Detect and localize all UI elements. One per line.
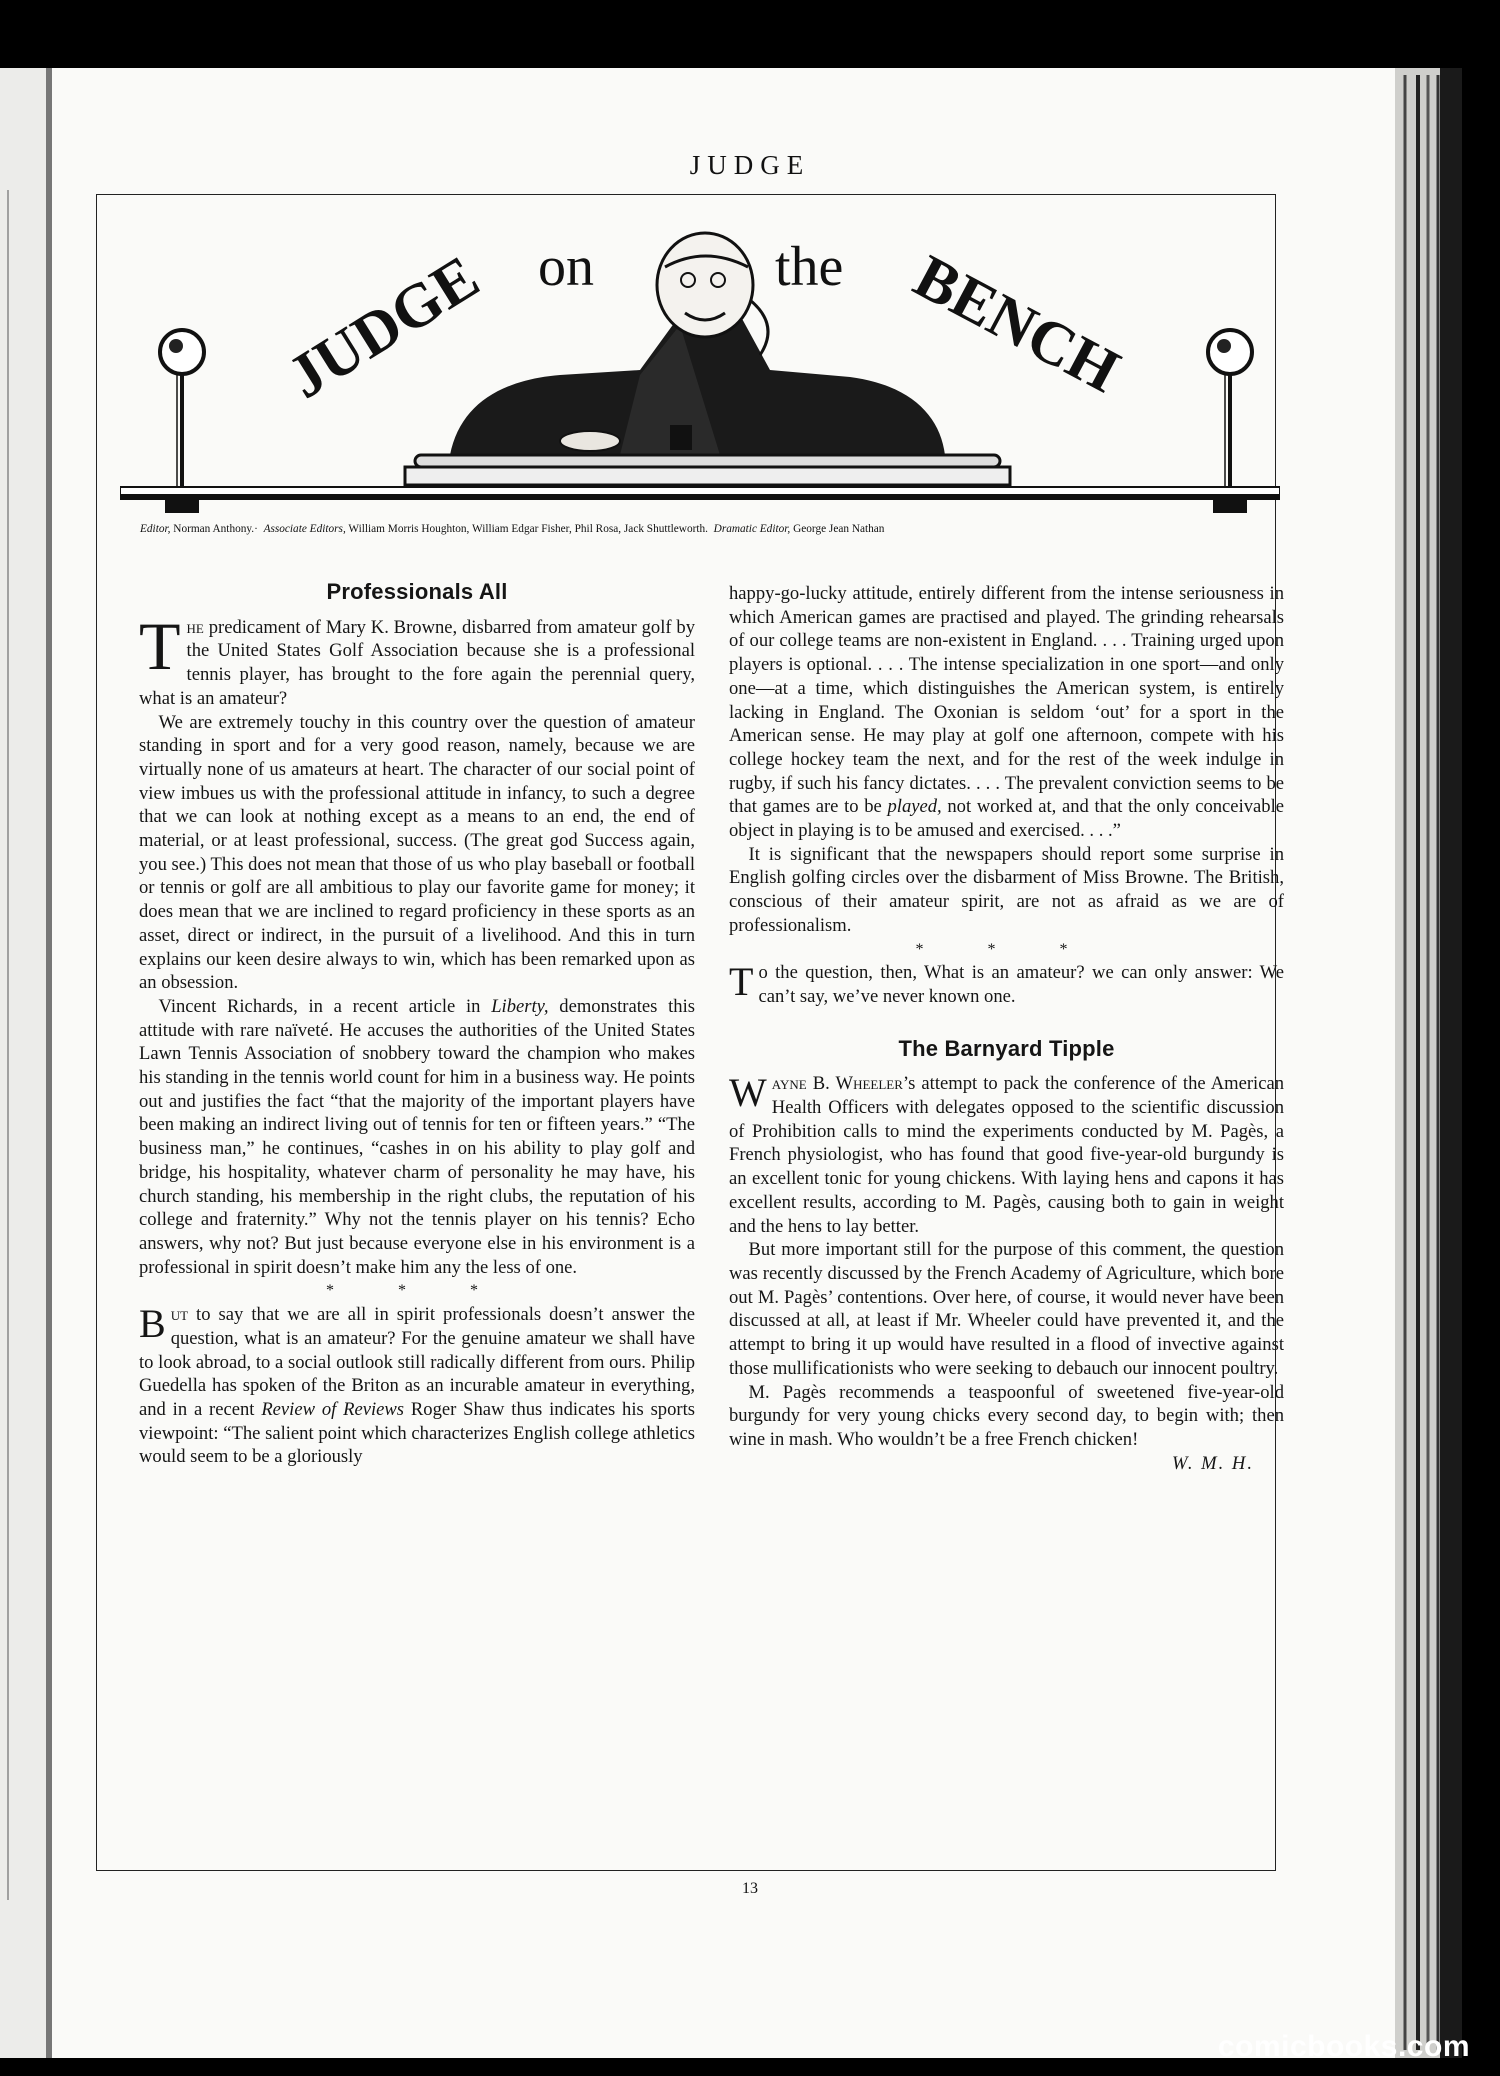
paragraph: We are extremely touchy in this country over the question of amateur standing in sport and for a very good reason, namely, because we are virtually none of us amateurs at heart. The character of our social point of view imbues us with the professional attitude in infancy, to such a degree that we can look at nothing except as a means to an end, the end of material, or at least professional, success. (The great god Success again, you see.) This does not mean that those of us who play baseball or football or tennis or golf are all ambitious to play our favorite game for money; it does mean that we are inclined to regard proficiency in these sports as an asset, direct or indirect, in the pursuit of a livelihood. And this in turn explains our keen desire always to win, which has been remarked upon as an obsession. [139,711,695,994]
paragraph-text: not worked at, and that the only conceivable object in playing is to be amused and exercised. . . .” [729,796,1284,842]
right-lamp-icon [1208,330,1252,513]
title-word-on: on [538,236,594,298]
italic-title: Liberty, [491,995,549,1017]
bench-illustration [120,455,1280,497]
paragraph [139,1303,695,1469]
section-separator: * * * [326,1282,508,1300]
article-heading-barnyard-tipple: The Barnyard Tipple [898,1035,1115,1061]
judge-figure-illustration [450,233,945,455]
associate-editors-names: William Morris Houghton, William Edgar Fisher, Phil Rosa, Jack Shuttleworth. [348,523,708,535]
article-heading-professionals-all: Professionals All [326,579,508,604]
left-lamp-icon [160,330,204,513]
header-illustration [120,205,1280,530]
italic-title: Review of Reviews [261,1398,405,1420]
paragraph-text: to say that we are all in spirit professionals doesn’t answer the question, what is an amateur? For the genuine amateur we shall have to look abroad, to a social outlook still radically different from ours. Philip Guedella has spoken of the Briton as an incurable amateur in everything, and in a recent [139,1304,695,1420]
paragraph: But more important still for the purpose of this comment, the question was recently discussed by the French Academy of Agriculture, which bore out M. Pagès’ contentions. Over here, of course, it would never have been discussed at all, at least if Mr. Wheeler could have prevented it, and the attempt to bring it up would have resulted in a flood of invective against those mullificationists who were seeking to debauch our innocent poultry. [729,1239,1284,1379]
paragraph-text: ’s attempt to pack the conference of the American Health Officers with delegates opposed to the scientific discussion of Prohibition calls to mind the experiments conducted by M. Pagès, a French physiologist, who has found that good five-year-old burgundy is an excellent tonic for young chickens. With laying hens and capons it has excellent results, according to M. Pagès, causing both to gain in weight and the hens to lay better. [729,1073,1284,1237]
paragraph-text: demonstrates this attitude with rare naïveté. He accuses the authorities of the United States Lawn Tennis Association of snobbery toward the champion who makes his standing in the tennis world count for him in a business way. He points out and justifies the fact “that the majority of the important players have been making an indirect living out of tennis for ten or fifteen years.” “The business man,” he continues, “cashes in on his ability to play golf and bridge, his hospitality, whatever charm of personality he may have, his church standing, his membership in the right clubs, the reputation of his college and fraternity.” Why not the tennis player on his tennis? Echo answers, why not? But just because everyone else in his environment is a professional in spirit doesn’t make him any the less of one. [139,995,695,1278]
paragraph [139,607,695,711]
dramatic-editor-name: George Jean Nathan [793,523,885,535]
paragraph [729,582,1284,843]
drop-cap: T [139,607,181,684]
title-word-judge: JUDGE [276,242,491,412]
italic-word: played, [887,796,942,818]
drop-cap: T [729,959,754,1005]
paragraph [729,961,1284,1008]
dramatic-editor-role: Dramatic Editor, [713,523,791,535]
lead-in: ayne B. Wheeler [771,1073,903,1095]
section-separator: * * * [915,940,1098,958]
right-column [729,582,1284,1475]
paragraph-text: Roger Shaw thus indicates his sports viewpoint: “The salient point which characterizes English college athletics would seem to be a gloriously [139,1398,695,1468]
title-word-bench: BENCH [903,242,1131,406]
lead-in: ut [170,1304,189,1326]
author-signature: W. M. H. [1172,1452,1254,1474]
editor-role: Editor, [140,523,171,535]
paragraph [139,995,695,1279]
paragraph-text: o the question, then, What is an amateur? we can only answer: We can’t say, we’ve never known one. [758,962,1284,1007]
associate-editors-role: Associate Editors, [263,523,346,535]
lead-in: he [186,616,204,638]
drop-cap: W [729,1070,767,1116]
title-word-the: the [775,236,844,298]
watermark: comicbooks.com [1217,2030,1470,2063]
paragraph [729,1072,1284,1238]
paragraph: It is significant that the newspapers should report some surprise in English golfing circles over the disbarment of Miss Browne. The British, conscious of their amateur spirit, are not as afraid as we are of professionalism. [729,843,1284,936]
paragraph-text: happy-go-lucky attitude, entirely different from the intense seriousness in which American games are practised and played. The grinding rehearsals of our college teams are non-existent in England. . . . Training urged upon players is optional. . . . The intense specialization in one sport—and only one—at a time, which distinguishes the American system, is entirely lacking in England. The Oxonian is seldom ‘out’ for a sport in the American sense. He may play at golf one afternoon, compete with his college hockey team the next, and for the rest of the week indulge in rugby, if such his fancy dictates. . . . The prevalent conviction seems to be that games are to be [729,583,1284,818]
page-number: 13 [742,1880,758,1897]
masthead: JUDGE [689,150,811,180]
editor-credits [140,523,1280,535]
paragraph-text: Vincent Richards, in a recent article in [158,995,492,1017]
paragraph-text: predicament of Mary K. Browne, disbarred from amateur golf by the United States Golf Association because she is a professional tennis player, has brought to the fore again the perennial query, what is an amateur? [139,616,695,709]
drop-cap: B [139,1301,166,1347]
editor-name: Norman Anthony.· [173,523,258,535]
left-column [139,580,695,1469]
paragraph: M. Pagès recommends a teaspoonful of sweetened five-year-old burgundy for very young chicks every second day, to begin with; then wine in mash. Who wouldn’t be a free French chicken! [729,1381,1284,1450]
